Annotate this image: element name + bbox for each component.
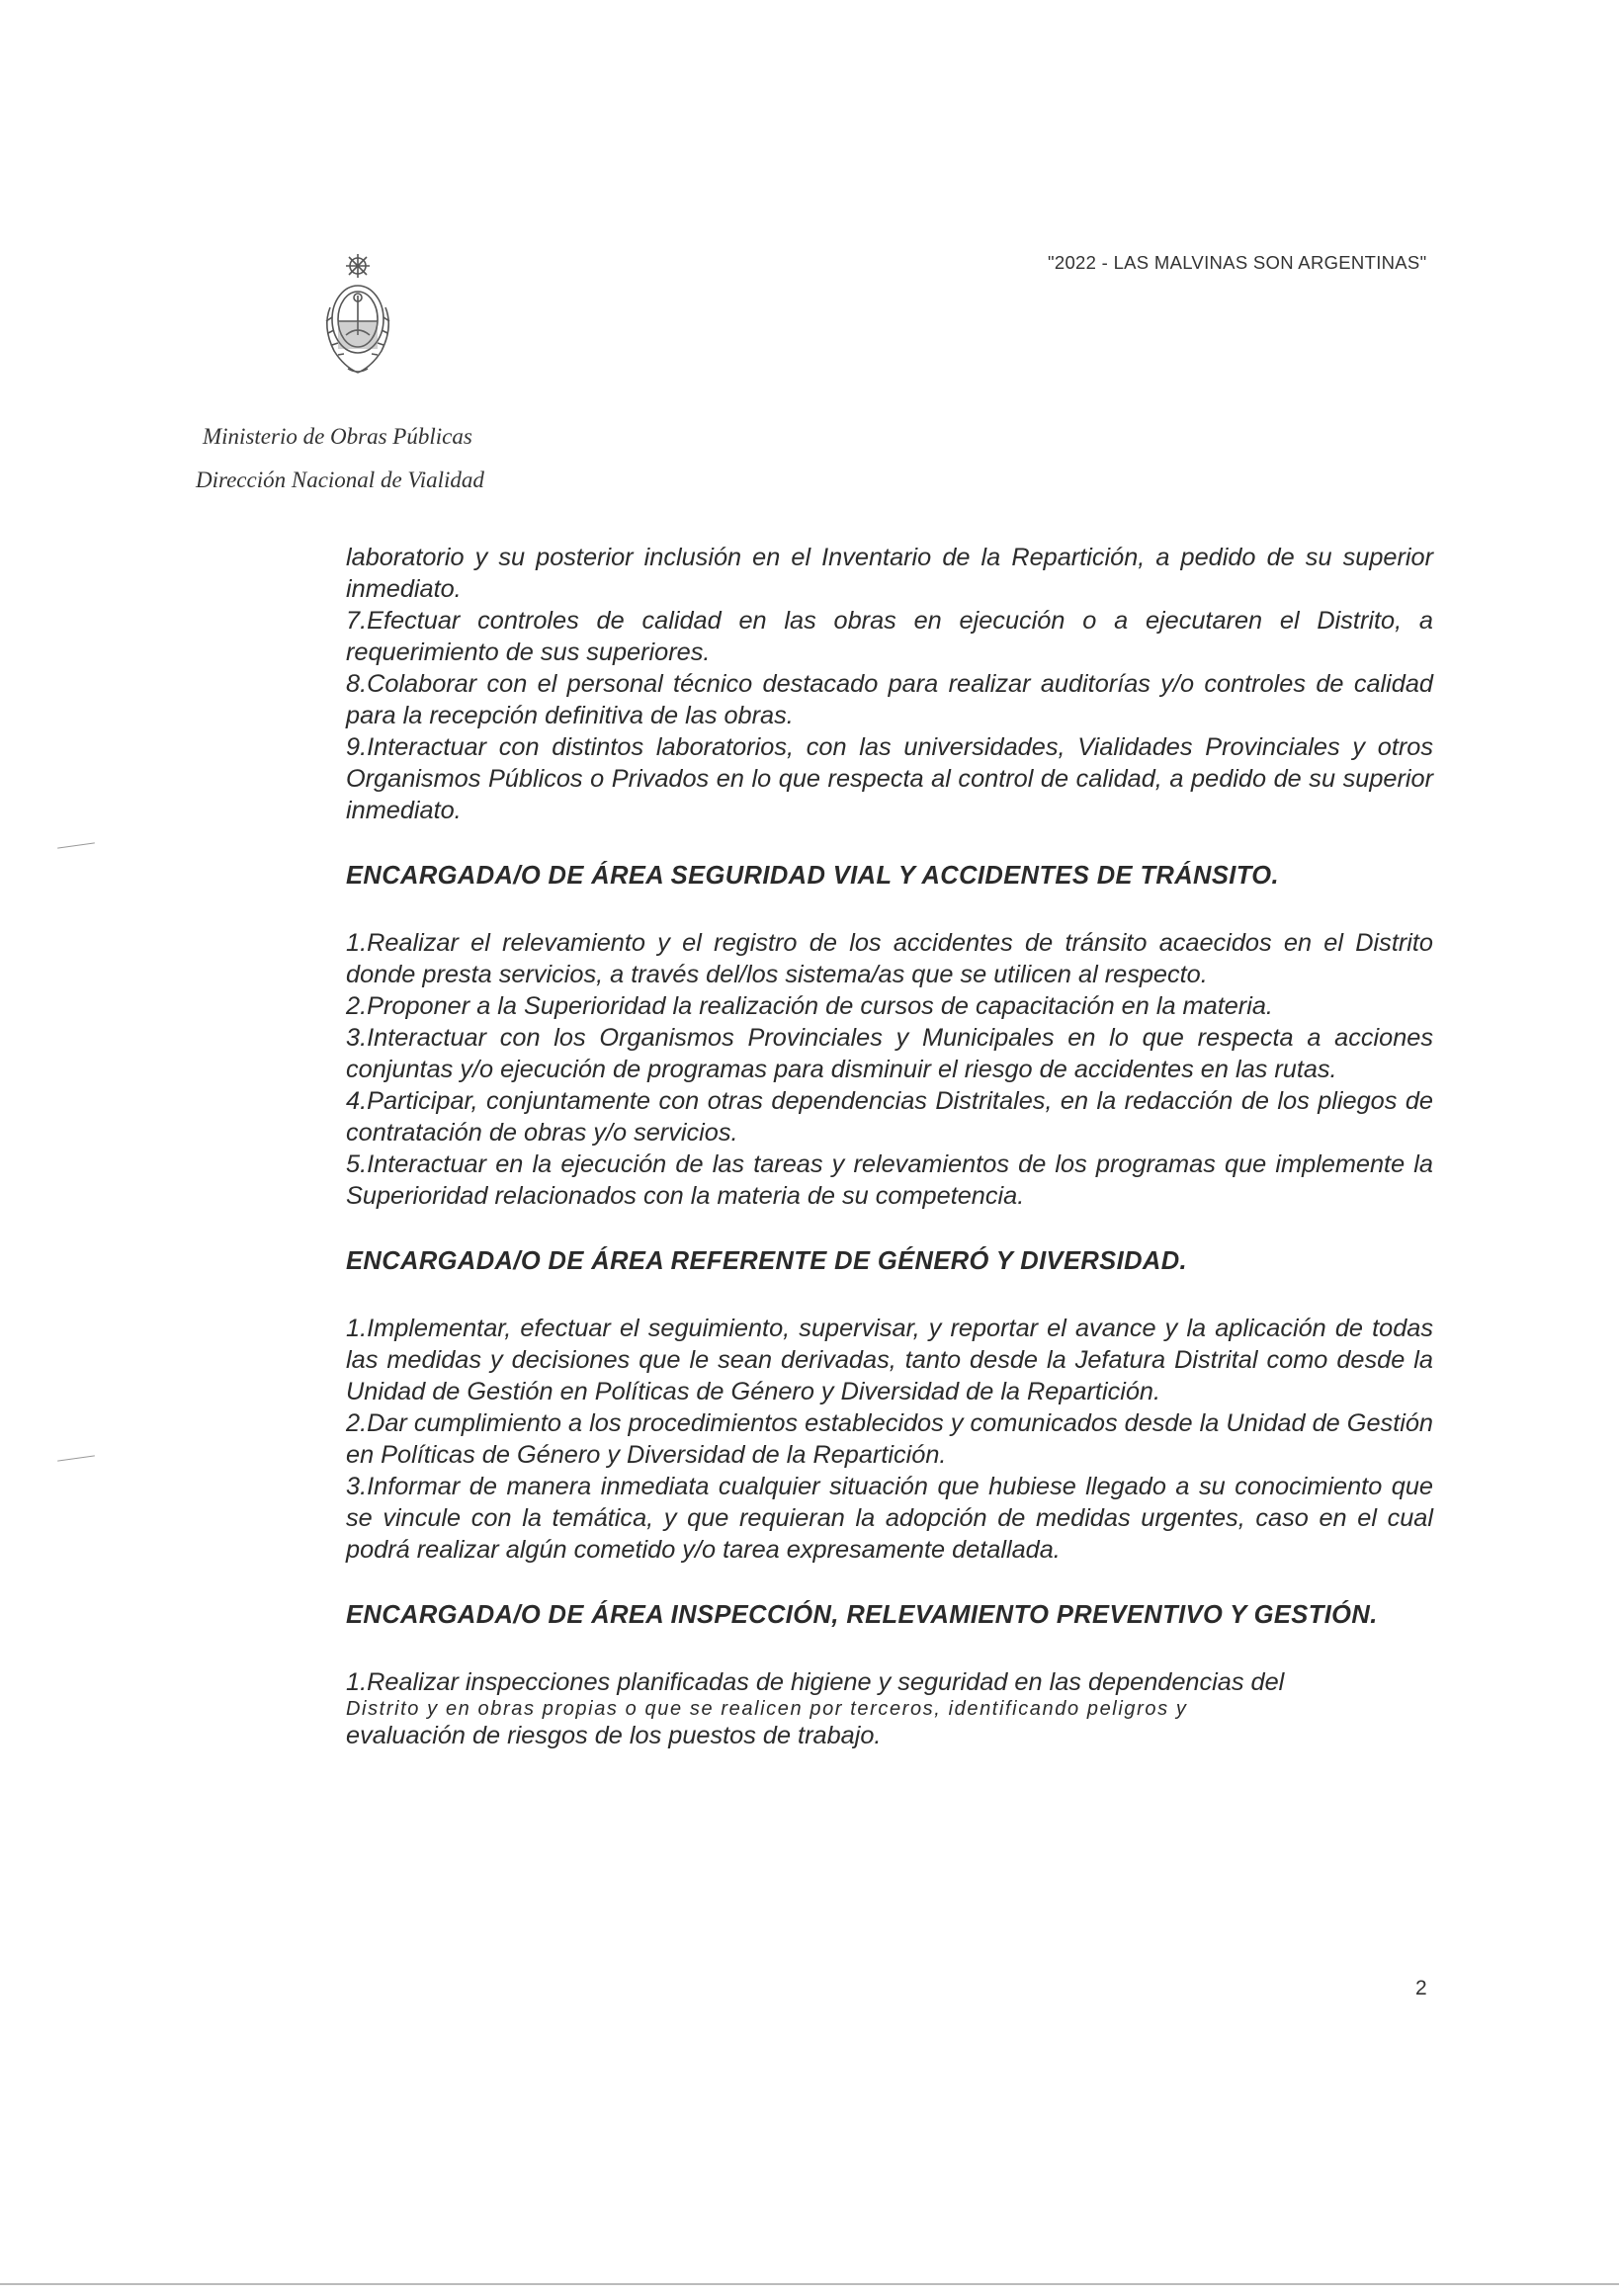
list-item: 1.Realizar el relevamiento y el registro de los accidentes de tránsito acaecidos en el Distrito donde presta servicios, a través del/los sistema/as que se utilicen al respecto. xyxy=(346,929,1433,988)
paragraph: 8.Colaborar con el personal técnico destacado para realizar auditorías y/o controles de calidad para la recepción definitiva de las obras. xyxy=(346,670,1433,729)
direction-name: Dirección Nacional de Vialidad xyxy=(196,468,484,492)
scan-edge xyxy=(0,2283,1619,2285)
section-heading: ENCARGADA/O DE ÁREA REFERENTE DE GÉNERÓ Y DIVERSIDAD. xyxy=(346,1247,1188,1275)
list-item: 2.Proponer a la Superioridad la realización de cursos de capacitación en la materia. xyxy=(346,992,1273,1020)
page-number: 2 xyxy=(1415,1977,1427,1999)
section-heading: ENCARGADA/O DE ÁREA SEGURIDAD VIAL Y ACCIDENTES DE TRÁNSITO. xyxy=(346,862,1279,890)
list-item-line: evaluación de riesgos de los puestos de trabajo. xyxy=(346,1722,882,1749)
section-heading: ENCARGADA/O DE ÁREA INSPECCIÓN, RELEVAMIENTO PREVENTIVO Y GESTIÓN. xyxy=(346,1601,1378,1629)
national-coat-of-arms-icon xyxy=(316,252,399,376)
paragraph: 9.Interactuar con distintos laboratorios, con las universidades, Vialidades Provinciales y otros Organismos Públicos o Privados en lo que respecta al control de calidad, a pedido de su superior inmediato. xyxy=(346,733,1433,824)
hole-punch-mark xyxy=(57,842,95,848)
paragraph: laboratorio y su posterior inclusión en el Inventario de la Repartición, a pedido de su superior inmediato. xyxy=(346,544,1433,603)
document-body xyxy=(346,542,1433,1751)
list-item: 1.Implementar, efectuar el seguimiento, supervisar, y reportar el avance y la aplicación de todas las medidas y decisiones que le sean derivadas, tanto desde la Jefatura Distrital como desde la Unidad de Gestión en Políticas de Género y Diversidad de la Repartición. xyxy=(346,1315,1433,1405)
list-item: 3.Informar de manera inmediata cualquier situación que hubiese llegado a su conocimiento que se vincule con la temática, y que requieran la adopción de medidas urgentes, caso en el cual podrá realizar algún cometido y/o tarea expresamente detallada. xyxy=(346,1473,1433,1564)
ministry-name: Ministerio de Obras Públicas xyxy=(203,424,472,449)
list-item: 4.Participar, conjuntamente con otras dependencias Distritales, en la redacción de los pliegos de contratación de obras y/o servicios. xyxy=(346,1087,1433,1147)
ministry-letterhead xyxy=(196,415,484,502)
list-item-line: 1.Realizar inspecciones planificadas de higiene y seguridad en las dependencias del xyxy=(346,1668,1285,1696)
list-item-line: Distrito y en obras propias o que se realicen por terceros, identificando peligros y xyxy=(346,1698,1188,1720)
list-item: 3.Interactuar con los Organismos Provinciales y Municipales en lo que respecta a acciones conjuntas y/o ejecución de programas para disminuir el riesgo de accidentes en las rutas. xyxy=(346,1024,1433,1083)
year-motto: "2022 - LAS MALVINAS SON ARGENTINAS" xyxy=(1048,252,1427,273)
list-item: 5.Interactuar en la ejecución de las tareas y relevamientos de los programas que implemente la Superioridad relacionados con la materia de su competencia. xyxy=(346,1150,1433,1210)
list-item: 2.Dar cumplimiento a los procedimientos establecidos y comunicados desde la Unidad de Gestión en Políticas de Género y Diversidad de la Repartición. xyxy=(346,1409,1433,1469)
paragraph: 7.Efectuar controles de calidad en las obras en ejecución o a ejecutaren el Distrito, a requerimiento de sus superiores. xyxy=(346,607,1433,666)
hole-punch-mark xyxy=(57,1455,95,1461)
